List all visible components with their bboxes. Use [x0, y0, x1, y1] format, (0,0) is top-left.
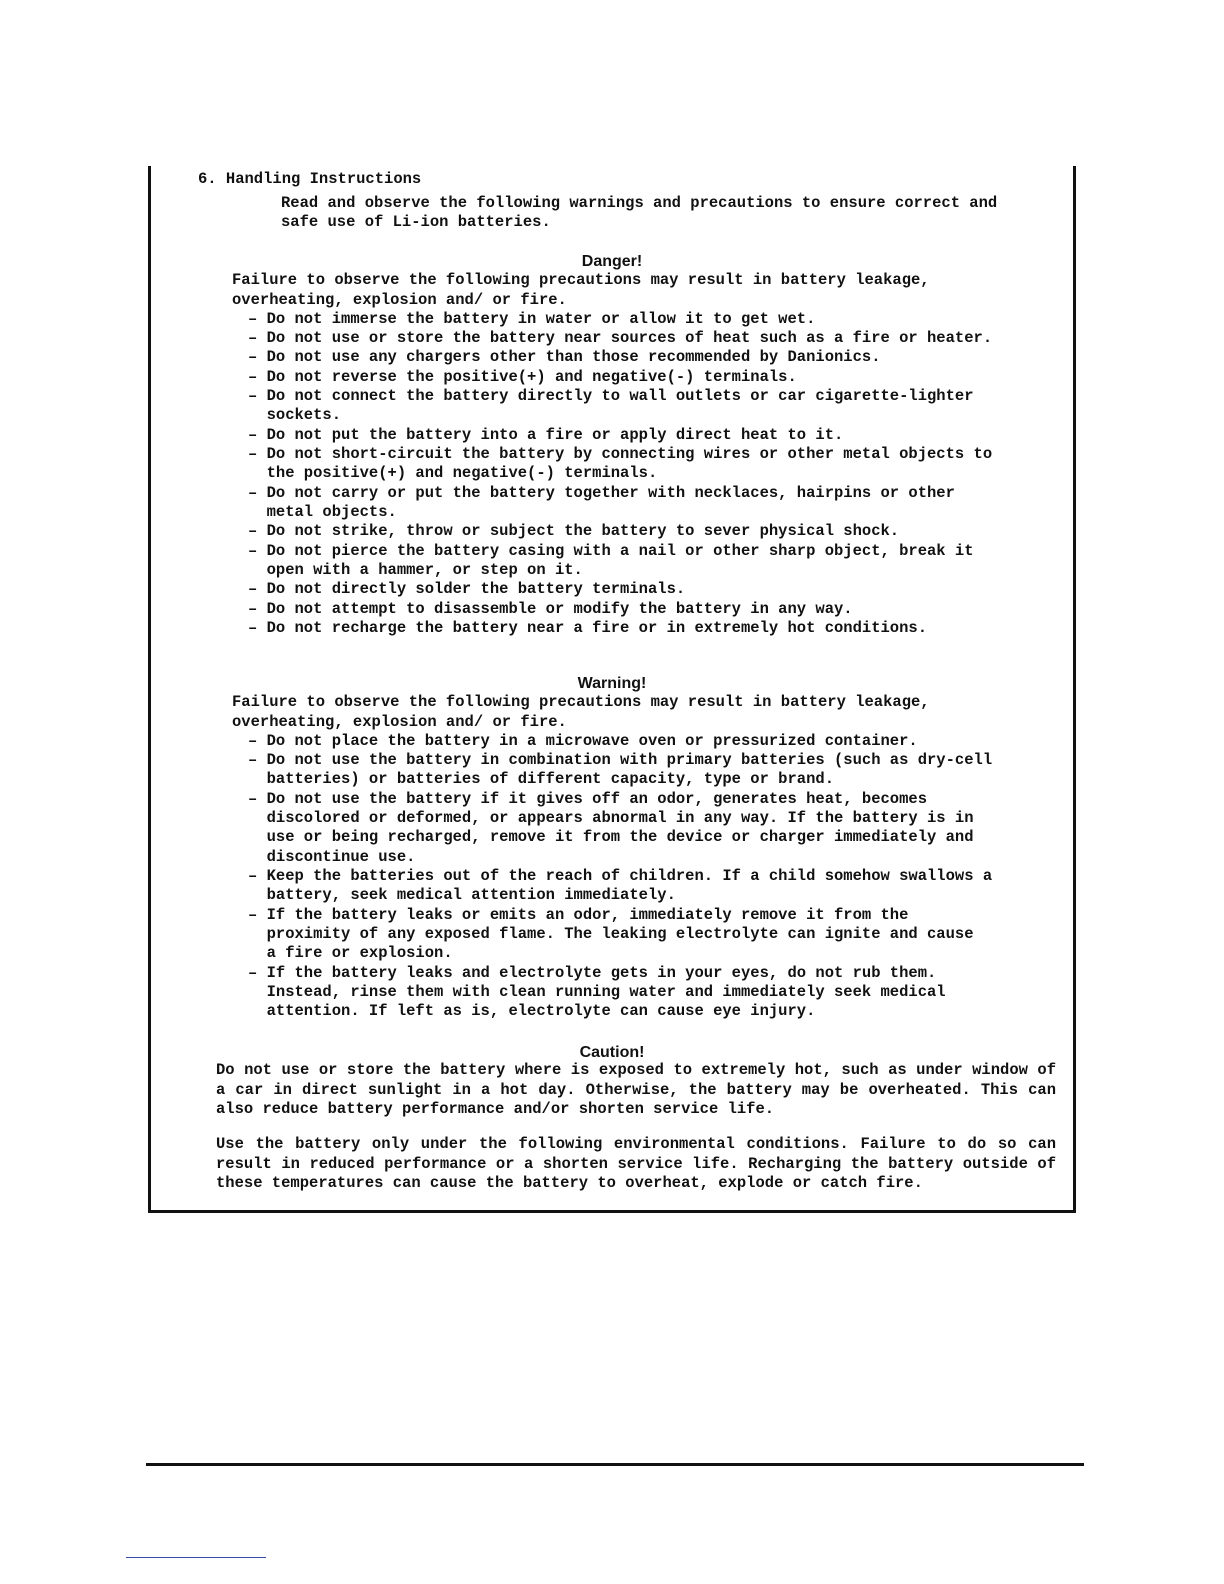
danger-item-line: – Do not use or store the battery near sources of heat such as a fire or heater.	[248, 329, 993, 347]
danger-item-line: – Do not use any chargers other than those recommended by Danionics.	[248, 348, 881, 366]
danger-intro-line: Failure to observe the following precautions may result in battery leakage,	[232, 271, 930, 289]
caution-paragraph: Use the battery only under the following environmental conditions. Failure to do so can result in reduced performance or a shorten service life. Recharging the battery outside of these temperatures can cause the battery to overheat, explode or catch fire.	[216, 1135, 1056, 1192]
section-title: 6. Handling Instructions	[198, 170, 422, 188]
section-intro-line: Read and observe the following warnings and precautions to ensure correct and	[281, 194, 998, 212]
danger-item-line: – Do not recharge the battery near a fire or in extremely hot conditions.	[248, 619, 928, 637]
danger-item-line: sockets.	[248, 406, 342, 424]
danger-item-line: open with a hammer, or step on it.	[248, 561, 583, 579]
danger-item-line: – Do not immerse the battery in water or allow it to get wet.	[248, 310, 816, 328]
danger-item-line: – Do not put the battery into a fire or apply direct heat to it.	[248, 426, 844, 444]
danger-item-line: – Do not pierce the battery casing with a nail or other sharp object, break it	[248, 542, 974, 560]
warning-item-line: battery, seek medical attention immediately.	[248, 886, 676, 904]
danger-item-line: – Do not directly solder the battery terminals.	[248, 580, 686, 598]
warning-item-line: use or being recharged, remove it from the device or charger immediately and	[248, 828, 974, 846]
section-intro-line: safe use of Li-ion batteries.	[281, 213, 551, 231]
caution-paragraph: Do not use or store the battery where is exposed to extremely hot, such as under window of a car in direct sunlight in a hot day. Otherwise, the battery may be overheated. This can also reduce battery performance and/or shorten service life.	[216, 1061, 1056, 1118]
warning-heading: Warning!	[577, 675, 647, 692]
warning-item-line: Instead, rinse them with clean running water and immediately seek medical	[248, 983, 946, 1001]
warning-item-line: – If the battery leaks and electrolyte gets in your eyes, do not rub them.	[248, 964, 937, 982]
footnote-rule	[126, 1557, 266, 1558]
warning-intro-line: Failure to observe the following precautions may result in battery leakage,	[232, 693, 930, 711]
warning-item-line: – Do not use the battery if it gives off an odor, generates heat, becomes	[248, 790, 928, 808]
warning-item-line: batteries) or batteries of different capacity, type or brand.	[248, 770, 834, 788]
danger-heading: Danger!	[581, 253, 643, 270]
warning-item-line: proximity of any exposed flame. The leaking electrolyte can ignite and cause	[248, 925, 974, 943]
warning-intro-line: overheating, explosion and/ or fire.	[232, 713, 567, 731]
danger-item-line: the positive(+) and negative(-) terminals.	[248, 464, 658, 482]
warning-item-line: attention. If left as is, electrolyte can cause eye injury.	[248, 1002, 816, 1020]
danger-item-line: – Do not reverse the positive(+) and negative(-) terminals.	[248, 368, 797, 386]
caution-heading: Caution!	[579, 1044, 645, 1061]
warning-item-line: – If the battery leaks or emits an odor, immediately remove it from the	[248, 906, 909, 924]
danger-item-line: – Do not carry or put the battery together with necklaces, hairpins or other	[248, 484, 955, 502]
warning-item-line: – Keep the batteries out of the reach of children. If a child somehow swallows a	[248, 867, 993, 885]
danger-item-line: metal objects.	[248, 503, 397, 521]
danger-item-line: – Do not strike, throw or subject the battery to sever physical shock.	[248, 522, 900, 540]
danger-item-line: – Do not attempt to disassemble or modify the battery in any way.	[248, 600, 853, 618]
warning-item-line: – Do not use the battery in combination with primary batteries (such as dry-cell	[248, 751, 993, 769]
warning-item-line: a fire or explosion.	[248, 944, 453, 962]
danger-item-line: – Do not connect the battery directly to wall outlets or car cigarette-lighter	[248, 387, 974, 405]
footer-rule	[146, 1463, 1084, 1466]
warning-item-line: discontinue use.	[248, 848, 416, 866]
warning-item-line: discolored or deformed, or appears abnormal in any way. If the battery is in	[248, 809, 974, 827]
warning-item-line: – Do not place the battery in a microwave oven or pressurized container.	[248, 732, 918, 750]
danger-intro-line: overheating, explosion and/ or fire.	[232, 291, 567, 309]
danger-item-line: – Do not short-circuit the battery by connecting wires or other metal objects to	[248, 445, 993, 463]
